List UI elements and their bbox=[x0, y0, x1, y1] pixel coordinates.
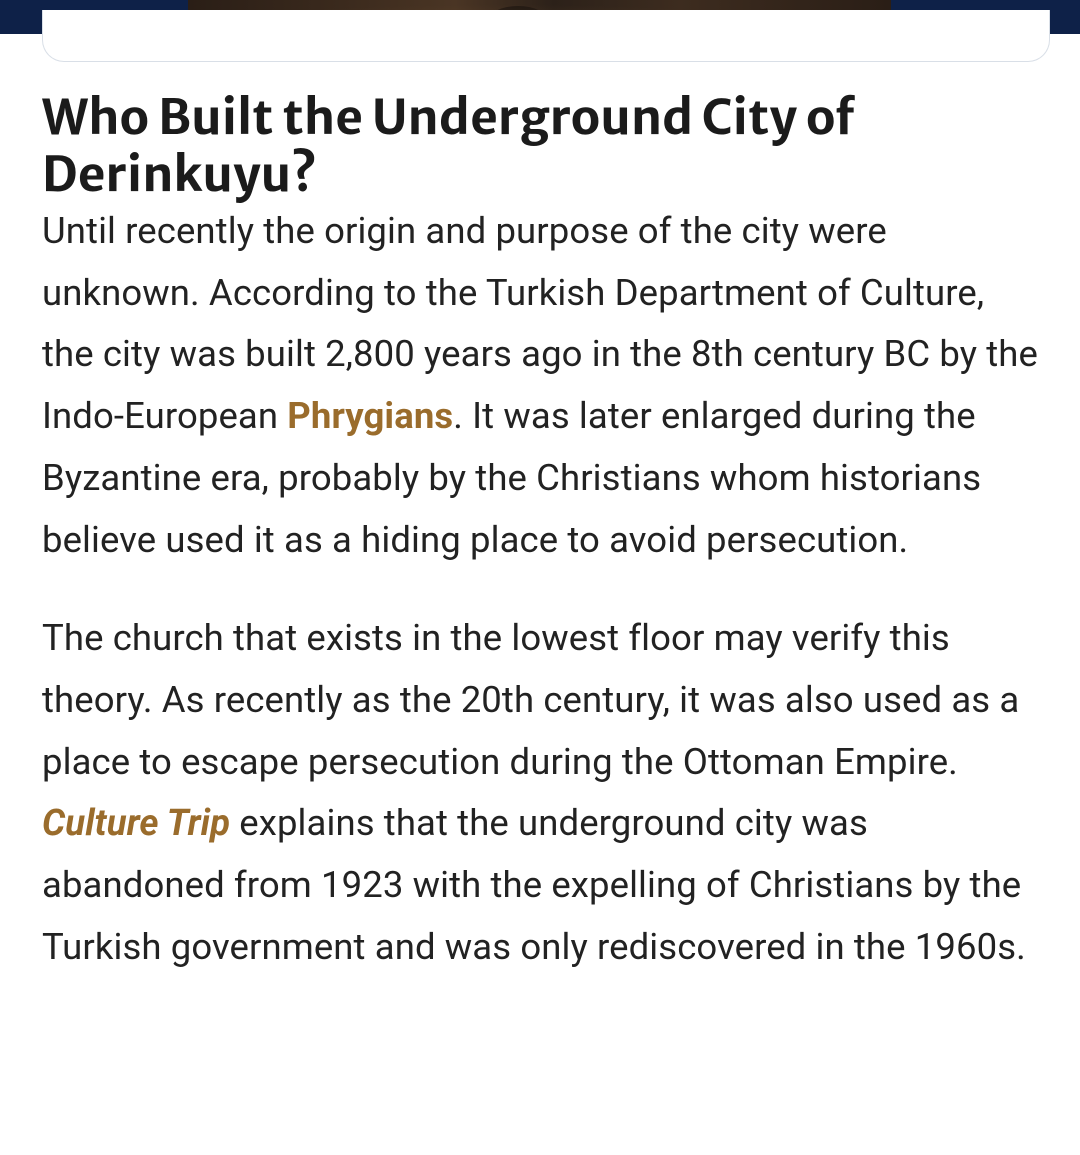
section-heading: Who Built the Underground City of Derinkuyu? bbox=[42, 88, 855, 205]
image-card-frame bbox=[42, 10, 1050, 62]
paragraph-text: explains that the underground city was abandoned from 1923 with the expelling of Christians by the Turkish government and was only rediscovered in the 1960s. bbox=[42, 801, 1026, 968]
paragraph-text: . It was later enlarged during the Byzantine era, probably by the Christians whom historians believe used it as a hiding place to avoid persecution. bbox=[42, 394, 982, 561]
phrygians-link[interactable]: Phrygians bbox=[287, 394, 454, 438]
paragraph-text: The church that exists in the lowest floor may verify this theory. As recently as the 20th century, it was also used as a place to escape persecution during the Ottoman Empire. bbox=[42, 616, 1020, 783]
paragraph bbox=[42, 200, 1042, 570]
paragraph-text: Until recently the origin and purpose of the city were unknown. According to the Turkish Department of Culture, the city was built 2,800 years ago in the 8th century BC by the Indo-European bbox=[42, 209, 1038, 438]
culture-trip-link[interactable]: Culture Trip bbox=[42, 801, 231, 845]
article-body bbox=[42, 90, 1042, 977]
paragraph bbox=[42, 607, 1042, 977]
